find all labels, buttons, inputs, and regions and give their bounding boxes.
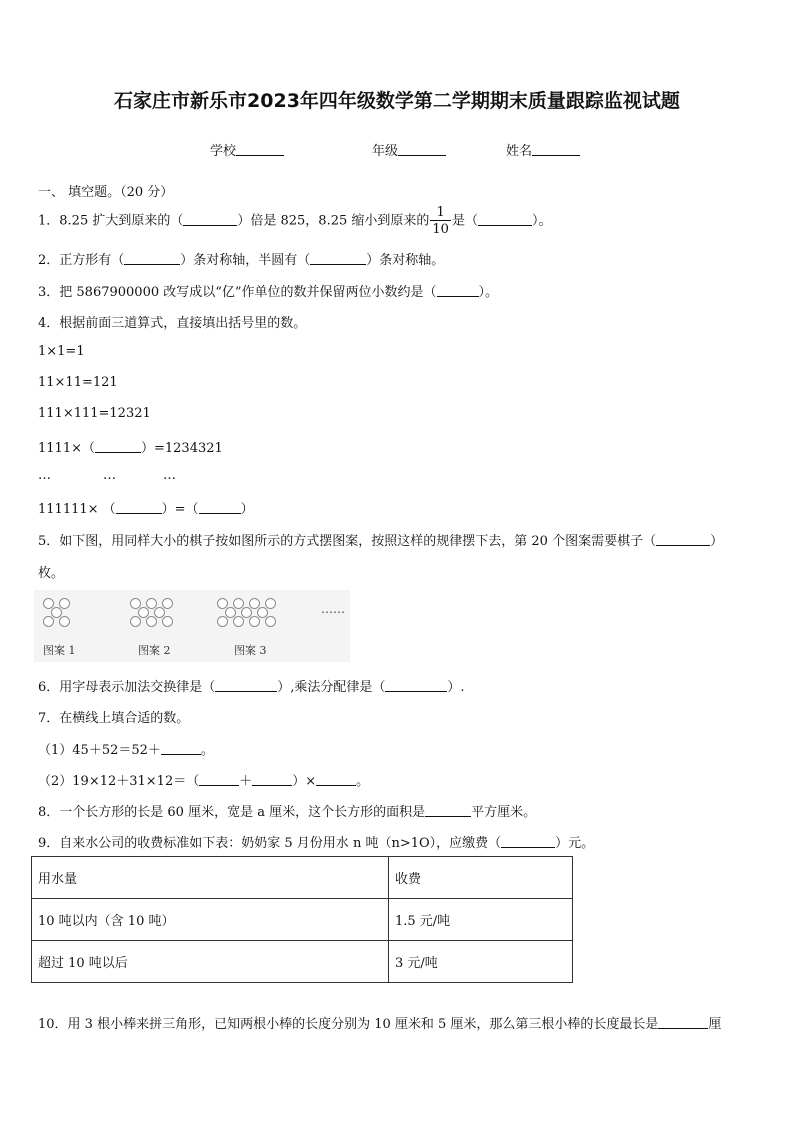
q9-blank[interactable]	[501, 835, 555, 848]
q4-equation-3: 111×111=12321	[38, 406, 151, 421]
grade-blank[interactable]	[398, 143, 446, 156]
q2-blank-1[interactable]	[124, 252, 180, 265]
chess-piece	[146, 616, 157, 627]
table-row	[32, 899, 573, 941]
q7-p2-text-c: ）×	[292, 774, 317, 789]
q10-text-a: 10．用 3 根小棒来拼三角形，已知两根小棒的长度分别为 10 厘米和 5 厘米，那么第三根小棒的长度最长是	[38, 1017, 659, 1032]
name-blank[interactable]	[532, 143, 580, 156]
q7-part-1	[38, 739, 214, 758]
chess-piece	[162, 598, 173, 609]
page-title: 石家庄市新乐市2023年四年级数学第二学期期末质量跟踪监视试题	[114, 90, 680, 112]
q4-eq4-text-b: ）=1234321	[140, 441, 223, 456]
question-7-stem: 7．在横线上填合适的数。	[38, 711, 190, 726]
table-header-cell: 收费	[389, 857, 573, 899]
q5-blank[interactable]	[656, 533, 710, 546]
chess-piece	[249, 616, 260, 627]
pattern-label-1: 图案 1	[43, 644, 76, 657]
q4-blank-3[interactable]	[199, 501, 241, 514]
name-label: 姓名	[506, 144, 533, 159]
grade-field	[372, 140, 446, 159]
q4-ellipsis-2: …	[103, 468, 116, 483]
q4-equation-4	[38, 437, 223, 456]
q10-blank[interactable]	[658, 1016, 708, 1029]
q2-text-b: ）条对称轴，半圆有（	[180, 253, 311, 268]
chess-piece	[265, 616, 276, 627]
q5-text-b: ）	[710, 534, 724, 549]
chess-piece	[130, 616, 141, 627]
q4-blank-1[interactable]	[95, 440, 141, 453]
table-header-cell: 用水量	[32, 857, 389, 899]
question-4-stem: 4．根据前面三道算式，直接填出括号里的数。	[38, 316, 307, 331]
table-cell: 超过 10 吨以后	[32, 941, 389, 983]
q6-text-a: 6．用字母表示加法交换律是（	[38, 680, 216, 695]
chess-piece	[217, 616, 228, 627]
q4-ellipsis-1: …	[38, 468, 51, 483]
question-5	[38, 530, 723, 549]
q1-blank-2[interactable]	[478, 213, 532, 226]
q7-part-2	[38, 770, 369, 789]
school-label: 学校	[210, 144, 237, 159]
q6-blank-2[interactable]	[385, 679, 447, 692]
q6-text-c: ）.	[447, 680, 465, 695]
q1-text-a: 1．8.25 扩大到原来的（	[38, 213, 184, 229]
question-9	[38, 832, 594, 851]
q4-eq6-text-a: 111111× （	[38, 502, 116, 517]
q4-equation-6	[38, 498, 254, 517]
q7-p1-text-b: 。	[200, 743, 214, 758]
table-row	[32, 857, 573, 899]
q4-eq4-text-a: 1111×（	[38, 441, 95, 456]
q1-text-b: ）倍是 825，8.25 缩小到原来的	[237, 213, 430, 229]
grade-label: 年级	[372, 144, 399, 159]
q9-text-b: ）元。	[555, 836, 595, 851]
school-blank[interactable]	[236, 143, 284, 156]
fraction	[430, 206, 451, 236]
table-cell: 10 吨以内（含 10 吨）	[32, 899, 389, 941]
q1-text-c: 是（	[451, 213, 478, 229]
q4-equation-1: 1×1=1	[38, 344, 85, 359]
q3-text-a: 3．把 5867900000 改写成以“亿”作单位的数并保留两位小数约是（	[38, 285, 437, 300]
pattern-ellipsis: ……	[321, 602, 345, 616]
table-cell: 3 元/吨	[389, 941, 573, 983]
pattern-label-2: 图案 2	[138, 644, 171, 657]
q7-p2-text-b: ＋	[239, 774, 253, 789]
q8-text-a: 8．一个长方形的长是 60 厘米，宽是 a 厘米，这个长方形的面积是	[38, 805, 426, 820]
question-8	[38, 801, 536, 820]
question-2	[38, 249, 444, 268]
school-field	[210, 140, 284, 159]
q7-blank-4[interactable]	[316, 773, 356, 786]
q1-blank-1[interactable]	[183, 213, 237, 226]
fraction-numerator: 1	[430, 206, 451, 221]
section-heading: 一、 填空题。（20 分）	[38, 185, 174, 200]
q1-text-d: ）。	[531, 213, 552, 229]
q4-blank-2[interactable]	[116, 501, 162, 514]
q4-eq6-text-c: ）	[240, 502, 254, 517]
q4-ellipsis-3: …	[163, 468, 176, 483]
q7-blank-2[interactable]	[199, 773, 239, 786]
question-3	[38, 281, 498, 300]
question-10	[38, 1013, 721, 1032]
q7-p2-text-a: （2）19×12＋31×12＝（	[38, 774, 200, 789]
water-fee-table	[31, 856, 573, 983]
q8-text-b: 平方厘米。	[471, 805, 537, 820]
q7-blank-3[interactable]	[252, 773, 292, 786]
q2-text-a: 2．正方形有（	[38, 253, 125, 268]
question-1	[38, 206, 551, 237]
chess-piece	[265, 598, 276, 609]
q4-equation-2: 11×11=121	[38, 375, 118, 390]
q2-blank-2[interactable]	[310, 252, 366, 265]
name-field	[506, 140, 580, 159]
q2-text-c: ）条对称轴。	[366, 253, 445, 268]
pattern-label-3: 图案 3	[234, 644, 267, 657]
q3-text-b: ）。	[478, 285, 499, 300]
q7-blank-1[interactable]	[161, 742, 201, 755]
q7-p2-text-d: 。	[356, 774, 370, 789]
q4-eq6-text-b: ）=（	[161, 502, 199, 517]
chess-piece	[233, 616, 244, 627]
q3-blank[interactable]	[437, 284, 479, 297]
chess-piece	[43, 616, 54, 627]
fraction-denominator: 10	[432, 222, 449, 237]
question-6	[38, 676, 465, 695]
q5-text-a: 5．如下图，用同样大小的棋子按如图所示的方式摆图案，按照这样的规律摆下去，第 20 个图案需要棋子（	[38, 534, 657, 549]
q9-text-a: 9．自来水公司的收费标准如下表：奶奶家 5 月份用水 n 吨（n>1O），应缴费（	[38, 836, 502, 851]
table-row	[32, 941, 573, 983]
q5-continuation: 枚。	[38, 566, 65, 581]
q6-text-b: ）,乘法分配律是（	[277, 680, 386, 695]
chess-piece	[59, 616, 70, 627]
q10-text-b: 厘	[708, 1017, 722, 1032]
q8-blank[interactable]	[425, 804, 471, 817]
table-cell: 1.5 元/吨	[389, 899, 573, 941]
q6-blank-1[interactable]	[215, 679, 277, 692]
chess-piece	[162, 616, 173, 627]
pattern-figure	[34, 590, 350, 662]
q7-p1-text-a: （1）45＋52＝52＋	[38, 743, 161, 758]
chess-piece	[59, 598, 70, 609]
